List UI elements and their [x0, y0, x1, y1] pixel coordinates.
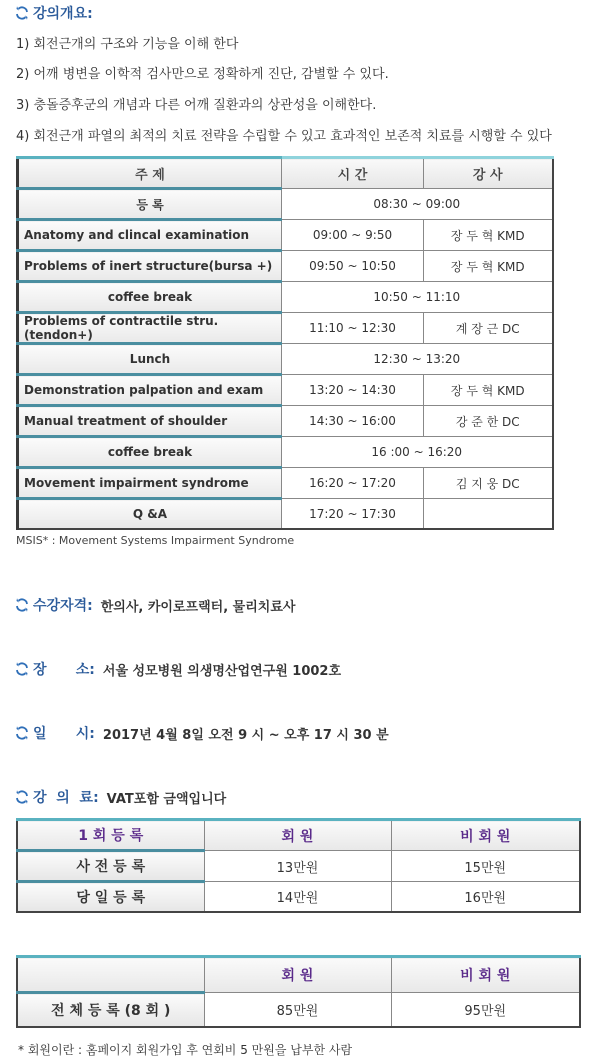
place-label: 장 소: — [33, 662, 95, 678]
refresh-icon — [14, 597, 30, 613]
row-label: 전 체 등 록 (8 회 ) — [17, 993, 204, 1028]
table-row — [18, 468, 553, 499]
time-cell: 17:20 ~ 17:30 — [282, 499, 424, 530]
table-row — [17, 882, 580, 913]
header-time: 시 간 — [282, 158, 424, 189]
table-row — [18, 189, 553, 220]
topic-cell: Manual treatment of shoulder — [18, 406, 282, 437]
time-cell: 16 :00 ~ 16:20 — [282, 437, 553, 468]
topic-cell: Lunch — [18, 344, 282, 375]
refresh-icon — [14, 725, 30, 741]
fee-row — [14, 787, 226, 807]
lecturer-cell: 장 두 혁 KMD — [424, 375, 553, 406]
topic-cell: coffee break — [18, 282, 282, 313]
member-price: 14만원 — [204, 882, 391, 913]
lecturer-cell — [424, 499, 553, 530]
topic-cell: Movement impairment syndrome — [18, 468, 282, 499]
refresh-icon — [14, 789, 30, 805]
fee-header-row — [17, 957, 580, 993]
table-row — [17, 993, 580, 1028]
table-row — [18, 220, 553, 251]
time-cell: 09:00 ~ 9:50 — [282, 220, 424, 251]
fee-table-full — [16, 955, 581, 1028]
fee-table-single — [16, 818, 581, 913]
header-nonmember: 비 회 원 — [391, 820, 580, 851]
objective-4: 4) 회전근개 파열의 최적의 치료 전략을 수립할 수 있고 효과적인 보존적 치료를 시행할 수 있다 — [16, 129, 552, 144]
refresh-icon — [14, 661, 30, 677]
topic-cell: Problems of inert structure(bursa +) — [18, 251, 282, 282]
nonmember-price: 15만원 — [391, 851, 580, 882]
time-cell: 14:30 ~ 16:00 — [282, 406, 424, 437]
date-label: 일 시: — [33, 726, 95, 742]
topic-cell: Anatomy and clincal examination — [18, 220, 282, 251]
nonmember-price: 95만원 — [391, 993, 580, 1028]
date-row — [14, 723, 389, 743]
objective-2: 2) 어깨 병변을 이학적 검사만으로 정확하게 진단, 감별할 수 있다. — [16, 67, 389, 82]
topic-cell: Q &A — [18, 499, 282, 530]
header-topic: 주 제 — [18, 158, 282, 189]
table-row — [18, 344, 553, 375]
row-label: 당 일 등 록 — [17, 882, 204, 913]
header-registration: 1 회 등 록 — [17, 820, 204, 851]
lecturer-cell: 장 두 혁 KMD — [424, 220, 553, 251]
member-price: 13만원 — [204, 851, 391, 882]
topic-cell: 등 록 — [18, 189, 282, 220]
qualification-row — [14, 595, 295, 615]
header-lecturer: 강 사 — [424, 158, 553, 189]
topic-cell: coffee break — [18, 437, 282, 468]
lecturer-cell: 계 장 근 DC — [424, 313, 553, 344]
schedule-header-row — [18, 158, 553, 189]
table-row — [18, 437, 553, 468]
member-price: 85만원 — [204, 993, 391, 1028]
member-footnote: * 회원이란 : 홈페이지 회원가입 후 연회비 5 만원을 납부한 사람 — [18, 1043, 353, 1057]
refresh-icon — [14, 5, 30, 21]
qualification-value: 한의사, 카이로프랙터, 물리치료사 — [100, 599, 296, 615]
overview-title-text: 강의개요: — [33, 6, 93, 22]
lecturer-cell: 김 지 웅 DC — [424, 468, 553, 499]
fee-value: VAT포함 금액입니다 — [106, 791, 227, 807]
objective-1: 1) 회전근개의 구조와 기능을 이해 한다 — [16, 37, 239, 52]
topic-cell: Problems of contractile stru.(tendon+) — [18, 313, 282, 344]
place-row — [14, 659, 341, 679]
fee-label: 강 의 료: — [33, 790, 99, 806]
table-row — [18, 282, 553, 313]
header-empty — [17, 957, 204, 993]
overview-title — [14, 3, 93, 23]
nonmember-price: 16만원 — [391, 882, 580, 913]
time-cell: 09:50 ~ 10:50 — [282, 251, 424, 282]
table-row — [18, 499, 553, 530]
time-cell: 13:20 ~ 14:30 — [282, 375, 424, 406]
fee-header-row — [17, 820, 580, 851]
time-cell: 10:50 ~ 11:10 — [282, 282, 553, 313]
time-cell: 11:10 ~ 12:30 — [282, 313, 424, 344]
table-row — [18, 313, 553, 344]
msis-note: MSIS* : Movement Systems Impairment Syndrome — [16, 534, 295, 547]
table-row — [18, 406, 553, 437]
qualification-label: 수강자격: — [33, 598, 93, 614]
time-cell: 08:30 ~ 09:00 — [282, 189, 553, 220]
time-cell: 12:30 ~ 13:20 — [282, 344, 553, 375]
table-row — [18, 375, 553, 406]
schedule-table — [16, 156, 554, 530]
date-value: 2017년 4월 8일 오전 9 시 ~ 오후 17 시 30 분 — [102, 727, 389, 743]
header-member: 회 원 — [204, 957, 391, 993]
lecturer-cell: 강 준 한 DC — [424, 406, 553, 437]
time-cell: 16:20 ~ 17:20 — [282, 468, 424, 499]
header-member: 회 원 — [204, 820, 391, 851]
topic-cell: Demonstration palpation and exam — [18, 375, 282, 406]
header-nonmember: 비 회 원 — [391, 957, 580, 993]
table-row — [17, 851, 580, 882]
objective-3: 3) 충돌증후군의 개념과 다른 어깨 질환과의 상관성을 이해한다. — [16, 98, 377, 113]
lecturer-cell: 장 두 혁 KMD — [424, 251, 553, 282]
table-row — [18, 251, 553, 282]
row-label: 사 전 등 록 — [17, 851, 204, 882]
place-value: 서울 성모병원 의생명산업연구원 1002호 — [102, 663, 342, 679]
